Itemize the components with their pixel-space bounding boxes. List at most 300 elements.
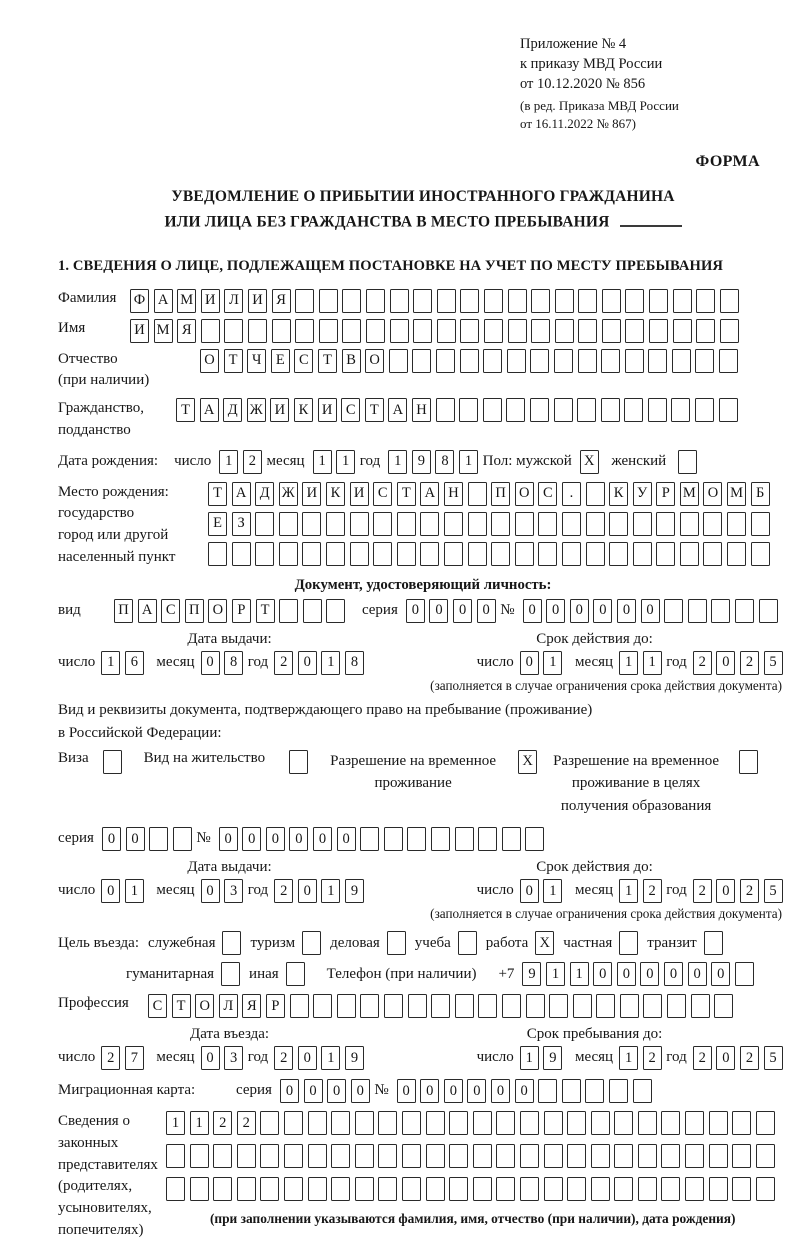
cell[interactable]: 0	[242, 827, 261, 851]
representatives-cells-row2[interactable]	[166, 1144, 779, 1168]
cell[interactable]	[237, 1144, 256, 1168]
cell[interactable]: О	[365, 349, 384, 373]
cell[interactable]	[672, 349, 691, 373]
staydoc-issue-month-cells[interactable]	[201, 879, 248, 903]
cell[interactable]	[384, 994, 403, 1018]
cell[interactable]	[478, 994, 497, 1018]
cell[interactable]	[578, 289, 597, 313]
cell[interactable]	[331, 1177, 350, 1201]
cell[interactable]: 0	[716, 651, 735, 675]
cell[interactable]: У	[633, 482, 652, 506]
staydoc-expiry-month-cells[interactable]	[619, 879, 666, 903]
purpose-tourism-checkbox[interactable]	[295, 931, 321, 955]
cell[interactable]: 1	[166, 1111, 185, 1135]
staydoc-expiry-year-cells[interactable]	[693, 879, 787, 903]
cell[interactable]: 1	[619, 1046, 638, 1070]
cell[interactable]: Д	[223, 398, 242, 422]
cell[interactable]	[680, 542, 699, 566]
cell[interactable]	[703, 542, 722, 566]
sex-male-checkbox[interactable]	[580, 450, 604, 474]
cell[interactable]	[554, 398, 573, 422]
cell[interactable]	[643, 994, 662, 1018]
cell[interactable]: Е	[271, 349, 290, 373]
cell[interactable]: Т	[176, 398, 195, 422]
cell[interactable]: 0	[641, 599, 660, 623]
cell[interactable]	[436, 398, 455, 422]
cell[interactable]: 0	[664, 962, 683, 986]
cell[interactable]: С	[341, 398, 360, 422]
cell[interactable]	[531, 319, 550, 343]
cell[interactable]: М	[154, 319, 173, 343]
cell[interactable]: 0	[201, 651, 220, 675]
cell[interactable]: А	[420, 482, 439, 506]
cell[interactable]	[507, 349, 526, 373]
patronymic-cells[interactable]	[200, 349, 743, 373]
cell[interactable]: А	[154, 289, 173, 313]
cell[interactable]: 5	[764, 879, 783, 903]
cell[interactable]	[625, 319, 644, 343]
cell[interactable]	[688, 599, 707, 623]
cell[interactable]	[538, 1079, 557, 1103]
purpose-transit-checkbox[interactable]	[697, 931, 723, 955]
cell[interactable]	[727, 542, 746, 566]
cell[interactable]	[484, 289, 503, 313]
stay-month-cells[interactable]	[619, 1046, 666, 1070]
cell[interactable]	[284, 1177, 303, 1201]
residence-permit-checkbox[interactable]	[279, 750, 308, 774]
entry-day-cells[interactable]	[101, 1046, 148, 1070]
cell[interactable]	[420, 512, 439, 536]
cell[interactable]	[302, 542, 321, 566]
cell[interactable]	[667, 994, 686, 1018]
cell[interactable]: 9	[543, 1046, 562, 1070]
cell[interactable]	[525, 827, 544, 851]
cell[interactable]	[649, 319, 668, 343]
cell[interactable]	[402, 1177, 421, 1201]
cell[interactable]: 1	[546, 962, 565, 986]
cell[interactable]	[601, 349, 620, 373]
cell[interactable]	[586, 542, 605, 566]
cell[interactable]	[685, 1111, 704, 1135]
cell[interactable]: 1	[125, 879, 144, 903]
cell[interactable]	[455, 994, 474, 1018]
cell[interactable]: Т	[365, 398, 384, 422]
cell[interactable]	[326, 599, 345, 623]
staydoc-issue-year-cells[interactable]	[274, 879, 368, 903]
cell[interactable]: А	[388, 398, 407, 422]
cell[interactable]	[286, 962, 305, 986]
cell[interactable]: О	[200, 349, 219, 373]
cell[interactable]: 1	[219, 450, 238, 474]
cell[interactable]	[413, 289, 432, 313]
cell[interactable]: И	[350, 482, 369, 506]
cell[interactable]	[751, 512, 770, 536]
cell[interactable]: 0	[102, 827, 121, 851]
cell[interactable]	[596, 994, 615, 1018]
cell[interactable]	[555, 289, 574, 313]
cell[interactable]: 0	[617, 962, 636, 986]
cell[interactable]: 0	[570, 599, 589, 623]
cell[interactable]: 2	[740, 879, 759, 903]
cell[interactable]	[308, 1177, 327, 1201]
cell[interactable]	[709, 1177, 728, 1201]
cell[interactable]	[350, 542, 369, 566]
cell[interactable]	[577, 398, 596, 422]
birthplace-cells-row3[interactable]	[208, 542, 774, 566]
cell[interactable]	[751, 542, 770, 566]
cell[interactable]	[735, 599, 754, 623]
representatives-cells-row3[interactable]	[166, 1177, 779, 1201]
cell[interactable]	[402, 1111, 421, 1135]
migcard-number-cells[interactable]	[397, 1079, 657, 1103]
staydoc-issue-day-cells[interactable]	[101, 879, 148, 903]
cell[interactable]	[331, 1111, 350, 1135]
cell[interactable]: 0	[477, 599, 496, 623]
cell[interactable]	[350, 512, 369, 536]
cell[interactable]: 2	[243, 450, 262, 474]
cell[interactable]	[586, 482, 605, 506]
cell[interactable]	[360, 994, 379, 1018]
cell[interactable]	[224, 319, 243, 343]
cell[interactable]	[302, 512, 321, 536]
cell[interactable]: С	[538, 482, 557, 506]
cell[interactable]	[515, 542, 534, 566]
sex-female-checkbox[interactable]	[678, 450, 702, 474]
cell[interactable]: 0	[520, 651, 539, 675]
birthplace-cells-row1[interactable]	[208, 482, 774, 506]
staydoc-number-cells[interactable]	[219, 827, 549, 851]
cell[interactable]: Р	[656, 482, 675, 506]
cell[interactable]	[648, 349, 667, 373]
cell[interactable]: 8	[345, 651, 364, 675]
cell[interactable]	[295, 289, 314, 313]
purpose-work-checkbox[interactable]	[528, 931, 554, 955]
cell[interactable]	[449, 1111, 468, 1135]
cell[interactable]	[390, 319, 409, 343]
cell[interactable]	[727, 512, 746, 536]
cell[interactable]: О	[208, 599, 227, 623]
cell[interactable]: 0	[313, 827, 332, 851]
cell[interactable]	[714, 994, 733, 1018]
cell[interactable]	[625, 349, 644, 373]
birthplace-cells-row2[interactable]	[208, 512, 774, 536]
cell[interactable]	[732, 1144, 751, 1168]
cell[interactable]: 2	[740, 651, 759, 675]
cell[interactable]	[601, 398, 620, 422]
cell[interactable]	[473, 1177, 492, 1201]
cell[interactable]	[221, 962, 240, 986]
cell[interactable]	[515, 512, 534, 536]
cell[interactable]: И	[130, 319, 149, 343]
cell[interactable]: 0	[429, 599, 448, 623]
cell[interactable]	[756, 1144, 775, 1168]
cell[interactable]	[756, 1111, 775, 1135]
cell[interactable]	[591, 1144, 610, 1168]
cell[interactable]	[426, 1177, 445, 1201]
cell[interactable]: 1	[520, 1046, 539, 1070]
cell[interactable]: 1	[336, 450, 355, 474]
cell[interactable]	[567, 1177, 586, 1201]
cell[interactable]	[213, 1144, 232, 1168]
cell[interactable]: X	[518, 750, 537, 774]
cell[interactable]	[614, 1144, 633, 1168]
cell[interactable]: 0	[716, 1046, 735, 1070]
cell[interactable]	[711, 599, 730, 623]
cell[interactable]: Я	[242, 994, 261, 1018]
cell[interactable]	[602, 289, 621, 313]
migcard-series-cells[interactable]	[280, 1079, 374, 1103]
cell[interactable]	[591, 1111, 610, 1135]
cell[interactable]: 5	[764, 651, 783, 675]
cell[interactable]: 2	[237, 1111, 256, 1135]
cell[interactable]: 2	[101, 1046, 120, 1070]
cell[interactable]: 1	[543, 879, 562, 903]
cell[interactable]	[638, 1111, 657, 1135]
cell[interactable]	[491, 512, 510, 536]
cell[interactable]: П	[491, 482, 510, 506]
cell[interactable]	[284, 1111, 303, 1135]
cell[interactable]: Т	[224, 349, 243, 373]
cell[interactable]	[390, 289, 409, 313]
cell[interactable]	[671, 398, 690, 422]
purpose-humanitarian-checkbox[interactable]	[214, 962, 240, 986]
cell[interactable]: Н	[444, 482, 463, 506]
cell[interactable]: 7	[125, 1046, 144, 1070]
birth-year-cells[interactable]	[388, 450, 482, 474]
cell[interactable]	[609, 542, 628, 566]
cell[interactable]: 0	[298, 1046, 317, 1070]
cell[interactable]	[484, 319, 503, 343]
cell[interactable]: И	[201, 289, 220, 313]
cell[interactable]: 3	[224, 879, 243, 903]
cell[interactable]	[578, 349, 597, 373]
cell[interactable]	[649, 289, 668, 313]
cell[interactable]	[719, 398, 738, 422]
cell[interactable]	[496, 1111, 515, 1135]
cell[interactable]	[695, 398, 714, 422]
temp-residence-checkbox[interactable]	[508, 750, 537, 774]
cell[interactable]: Н	[412, 398, 431, 422]
cell[interactable]	[531, 289, 550, 313]
cell[interactable]	[319, 319, 338, 343]
purpose-private-checkbox[interactable]	[612, 931, 638, 955]
cell[interactable]	[213, 1177, 232, 1201]
cell[interactable]	[149, 827, 168, 851]
cell[interactable]	[759, 599, 778, 623]
cell[interactable]: 9	[522, 962, 541, 986]
cell[interactable]: 0	[351, 1079, 370, 1103]
cell[interactable]	[549, 994, 568, 1018]
cell[interactable]: 0	[711, 962, 730, 986]
cell[interactable]	[407, 827, 426, 851]
cell[interactable]: Ж	[279, 482, 298, 506]
cell[interactable]	[756, 1177, 775, 1201]
cell[interactable]: 0	[298, 651, 317, 675]
cell[interactable]: 8	[435, 450, 454, 474]
cell[interactable]	[602, 319, 621, 343]
cell[interactable]: Р	[266, 994, 285, 1018]
cell[interactable]: К	[294, 398, 313, 422]
cell[interactable]	[656, 542, 675, 566]
cell[interactable]	[633, 512, 652, 536]
purpose-other-checkbox[interactable]	[279, 962, 305, 986]
cell[interactable]	[449, 1177, 468, 1201]
cell[interactable]: 0	[126, 827, 145, 851]
iddoc-number-cells[interactable]	[523, 599, 783, 623]
cell[interactable]	[232, 542, 251, 566]
cell[interactable]: 1	[619, 651, 638, 675]
cell[interactable]	[638, 1177, 657, 1201]
cell[interactable]: .	[562, 482, 581, 506]
cell[interactable]	[373, 512, 392, 536]
cell[interactable]	[303, 599, 322, 623]
cell[interactable]	[455, 827, 474, 851]
cell[interactable]	[625, 289, 644, 313]
staydoc-series-cells[interactable]	[102, 827, 196, 851]
cell[interactable]	[614, 1177, 633, 1201]
cell[interactable]: 1	[459, 450, 478, 474]
cell[interactable]	[255, 512, 274, 536]
cell[interactable]	[719, 349, 738, 373]
cell[interactable]	[614, 1111, 633, 1135]
cell[interactable]	[483, 398, 502, 422]
cell[interactable]	[355, 1144, 374, 1168]
cell[interactable]: М	[177, 289, 196, 313]
representatives-cells-row1[interactable]	[166, 1111, 779, 1135]
cell[interactable]: 1	[388, 450, 407, 474]
cell[interactable]: 8	[224, 651, 243, 675]
cell[interactable]: 0	[201, 1046, 220, 1070]
cell[interactable]: 9	[345, 1046, 364, 1070]
cell[interactable]	[331, 1144, 350, 1168]
cell[interactable]	[166, 1177, 185, 1201]
iddoc-issue-day-cells[interactable]	[101, 651, 148, 675]
cell[interactable]: 1	[570, 962, 589, 986]
cell[interactable]	[691, 994, 710, 1018]
cell[interactable]: 0	[444, 1079, 463, 1103]
cell[interactable]: 0	[266, 827, 285, 851]
purpose-business-checkbox[interactable]	[215, 931, 241, 955]
cell[interactable]: Б	[751, 482, 770, 506]
cell[interactable]: 0	[523, 599, 542, 623]
cell[interactable]: С	[294, 349, 313, 373]
cell[interactable]	[538, 512, 557, 536]
cell[interactable]: Л	[219, 994, 238, 1018]
cell[interactable]: 1	[643, 651, 662, 675]
cell[interactable]	[378, 1111, 397, 1135]
cell[interactable]	[302, 931, 321, 955]
cell[interactable]: 0	[201, 879, 220, 903]
cell[interactable]: С	[161, 599, 180, 623]
cell[interactable]: 0	[491, 1079, 510, 1103]
cell[interactable]	[573, 994, 592, 1018]
cell[interactable]: 0	[593, 962, 612, 986]
cell[interactable]	[279, 599, 298, 623]
cell[interactable]	[508, 289, 527, 313]
cell[interactable]	[703, 512, 722, 536]
cell[interactable]: 0	[617, 599, 636, 623]
cell[interactable]: С	[373, 482, 392, 506]
cell[interactable]	[496, 1144, 515, 1168]
cell[interactable]	[237, 1177, 256, 1201]
iddoc-series-cells[interactable]	[406, 599, 500, 623]
cell[interactable]	[520, 1177, 539, 1201]
cell[interactable]	[413, 319, 432, 343]
cell[interactable]: О	[703, 482, 722, 506]
cell[interactable]: 2	[740, 1046, 759, 1070]
cell[interactable]: П	[185, 599, 204, 623]
cell[interactable]	[378, 1144, 397, 1168]
cell[interactable]	[384, 827, 403, 851]
cell[interactable]: Т	[256, 599, 275, 623]
cell[interactable]	[562, 1079, 581, 1103]
visa-checkbox[interactable]	[93, 750, 122, 774]
cell[interactable]: К	[326, 482, 345, 506]
cell[interactable]	[473, 1111, 492, 1135]
cell[interactable]: 2	[643, 879, 662, 903]
cell[interactable]: 1	[321, 651, 340, 675]
cell[interactable]	[458, 931, 477, 955]
cell[interactable]: 0	[219, 827, 238, 851]
cell[interactable]: В	[342, 349, 361, 373]
cell[interactable]	[638, 1144, 657, 1168]
cell[interactable]: М	[680, 482, 699, 506]
edu-residence-checkbox[interactable]	[729, 750, 758, 774]
cell[interactable]: 0	[406, 599, 425, 623]
cell[interactable]: 0	[546, 599, 565, 623]
cell[interactable]	[567, 1111, 586, 1135]
cell[interactable]	[355, 1177, 374, 1201]
citizenship-cells[interactable]	[176, 398, 742, 422]
cell[interactable]	[586, 512, 605, 536]
cell[interactable]: И	[270, 398, 289, 422]
profession-cells[interactable]	[148, 994, 738, 1018]
cell[interactable]	[562, 542, 581, 566]
cell[interactable]	[544, 1144, 563, 1168]
cell[interactable]: А	[232, 482, 251, 506]
cell[interactable]	[389, 349, 408, 373]
cell[interactable]: 0	[289, 827, 308, 851]
cell[interactable]: А	[200, 398, 219, 422]
cell[interactable]	[366, 319, 385, 343]
cell[interactable]: 0	[467, 1079, 486, 1103]
cell[interactable]: 2	[274, 1046, 293, 1070]
entry-year-cells[interactable]	[274, 1046, 368, 1070]
entry-month-cells[interactable]	[201, 1046, 248, 1070]
cell[interactable]	[468, 482, 487, 506]
cell[interactable]	[473, 1144, 492, 1168]
cell[interactable]	[373, 542, 392, 566]
cell[interactable]: 0	[298, 879, 317, 903]
cell[interactable]: 0	[688, 962, 707, 986]
cell[interactable]	[538, 542, 557, 566]
cell[interactable]: Ч	[247, 349, 266, 373]
cell[interactable]	[342, 289, 361, 313]
cell[interactable]	[578, 319, 597, 343]
cell[interactable]	[103, 750, 122, 774]
cell[interactable]	[491, 542, 510, 566]
cell[interactable]	[420, 542, 439, 566]
cell[interactable]	[609, 512, 628, 536]
cell[interactable]: М	[727, 482, 746, 506]
cell[interactable]	[337, 994, 356, 1018]
cell[interactable]	[173, 827, 192, 851]
cell[interactable]	[678, 450, 697, 474]
cell[interactable]: Я	[272, 289, 291, 313]
cell[interactable]	[732, 1111, 751, 1135]
cell[interactable]: 9	[412, 450, 431, 474]
surname-cells[interactable]	[130, 289, 743, 313]
